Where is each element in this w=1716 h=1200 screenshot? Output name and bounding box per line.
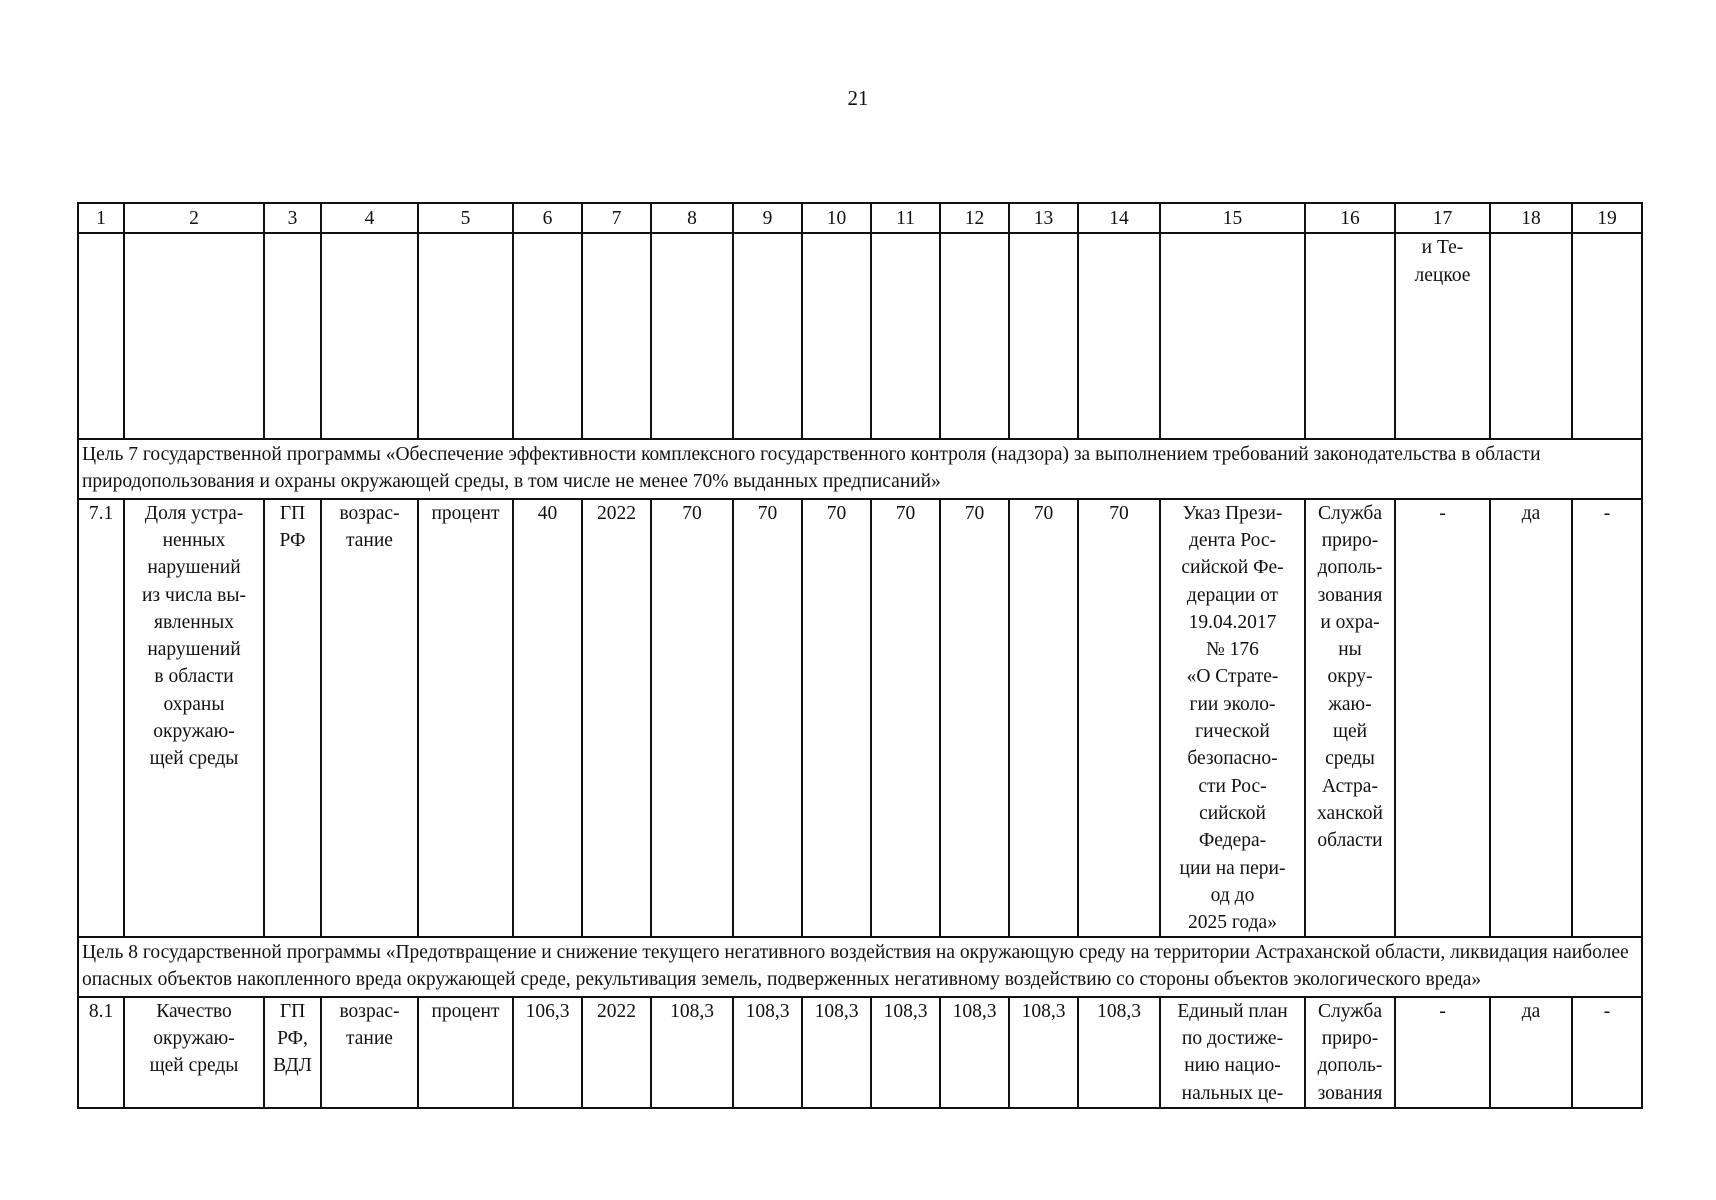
table-cell [1490,233,1572,439]
table-cell [733,233,802,439]
value-col-9: 70 [733,499,802,938]
table-cell [1305,233,1395,439]
table-cell [1572,233,1642,439]
table-cell [124,233,264,439]
base-value: 40 [513,499,582,938]
column-number: 2 [124,203,264,233]
goal-7-row [78,439,1642,498]
value-col-10: 108,3 [802,997,871,1108]
table-cell [418,233,513,439]
table-cell [871,233,940,439]
column-number: 16 [1305,203,1395,233]
indicator-name: Качество окружаю- щей среды [124,997,264,1108]
indicators-table [77,202,1643,1109]
column-number: 17 [1395,203,1490,233]
table-cell [940,233,1009,439]
table-cell [513,233,582,439]
column-number: 19 [1572,203,1642,233]
column-number-row [78,203,1642,233]
value-col-14: 70 [1078,499,1160,938]
column-number: 10 [802,203,871,233]
value-col-19: - [1572,997,1642,1108]
value-col-11: 70 [871,499,940,938]
indicator-direction: возрас- тание [321,997,418,1108]
table-cell [321,233,418,439]
value-col-8: 70 [651,499,733,938]
value-col-18: да [1490,499,1572,938]
value-col-13: 70 [1009,499,1078,938]
column-number: 4 [321,203,418,233]
value-col-17: - [1395,499,1490,938]
continuation-row [78,233,1642,439]
value-col-18: да [1490,997,1572,1108]
indicator-row-7-1 [78,499,1642,938]
value-col-10: 70 [802,499,871,938]
value-col-13: 108,3 [1009,997,1078,1108]
goal-7-heading: Цель 7 государственной программы «Обеспечение эффективности комплексного государственного контроля (надзора) за выполнением требований законодательства в области природопользования и охраны окружающей среды, в том числе не менее 70% выданных предписаний» [78,439,1642,498]
value-col-11: 108,3 [871,997,940,1108]
column-number: 8 [651,203,733,233]
base-year: 2022 [582,499,651,938]
indicator-type: ГП РФ, ВДЛ [264,997,321,1108]
indicator-number: 7.1 [78,499,124,938]
value-col-19: - [1572,499,1642,938]
table-cell [582,233,651,439]
table-cell [651,233,733,439]
column-number: 15 [1160,203,1305,233]
legal-document: Указ Прези- дента Рос- сийской Фе- дерации от 19.04.2017 № 176 «О Страте- гии эколо- гической безопасно- сти Рос- сийской Федера- ции на пери- од до 2025 года» [1160,499,1305,938]
table-cell [264,233,321,439]
column-number: 3 [264,203,321,233]
value-col-8: 108,3 [651,997,733,1108]
base-year: 2022 [582,997,651,1108]
indicator-unit: процент [418,997,513,1108]
table-cell [802,233,871,439]
table-cell [1160,233,1305,439]
column-number: 9 [733,203,802,233]
indicator-unit: процент [418,499,513,938]
table-cell [1078,233,1160,439]
base-value: 106,3 [513,997,582,1108]
table-cell [78,233,124,439]
indicator-row-8-1 [78,997,1642,1108]
goal-8-heading: Цель 8 государственной программы «Предотвращение и снижение текущего негативного воздействия на окружающую среду на территории Астраханской области, ликвидация наиболее опасных объектов накопленного вреда окружающей среде, рекультивация земель, подверженных негативному воздействию со стороны объектов экологического вреда» [78,937,1642,996]
continuation-text: и Те- лецкое [1395,233,1490,439]
table-cell [1009,233,1078,439]
responsible-body: Служба приро- дополь- зования и охра- ны окру- жаю- щей среды Астра- ханской области [1305,499,1395,938]
indicator-direction: возрас- тание [321,499,418,938]
indicator-type: ГП РФ [264,499,321,938]
value-col-12: 108,3 [940,997,1009,1108]
page-number: 21 [847,86,869,110]
column-number: 6 [513,203,582,233]
goal-8-row [78,937,1642,996]
value-col-9: 108,3 [733,997,802,1108]
column-number: 1 [78,203,124,233]
legal-document: Единый план по достиже- нию нацио- нальных це- [1160,997,1305,1108]
column-number: 11 [871,203,940,233]
column-number: 5 [418,203,513,233]
column-number: 12 [940,203,1009,233]
responsible-body: Служба приро- дополь- зования [1305,997,1395,1108]
column-number: 13 [1009,203,1078,233]
value-col-14: 108,3 [1078,997,1160,1108]
column-number: 14 [1078,203,1160,233]
column-number: 7 [582,203,651,233]
value-col-12: 70 [940,499,1009,938]
column-number: 18 [1490,203,1572,233]
indicator-number: 8.1 [78,997,124,1108]
indicator-name: Доля устра- ненных нарушений из числа вы- явленных нарушений в области охраны окружаю- щей среды [124,499,264,938]
value-col-17: - [1395,997,1490,1108]
